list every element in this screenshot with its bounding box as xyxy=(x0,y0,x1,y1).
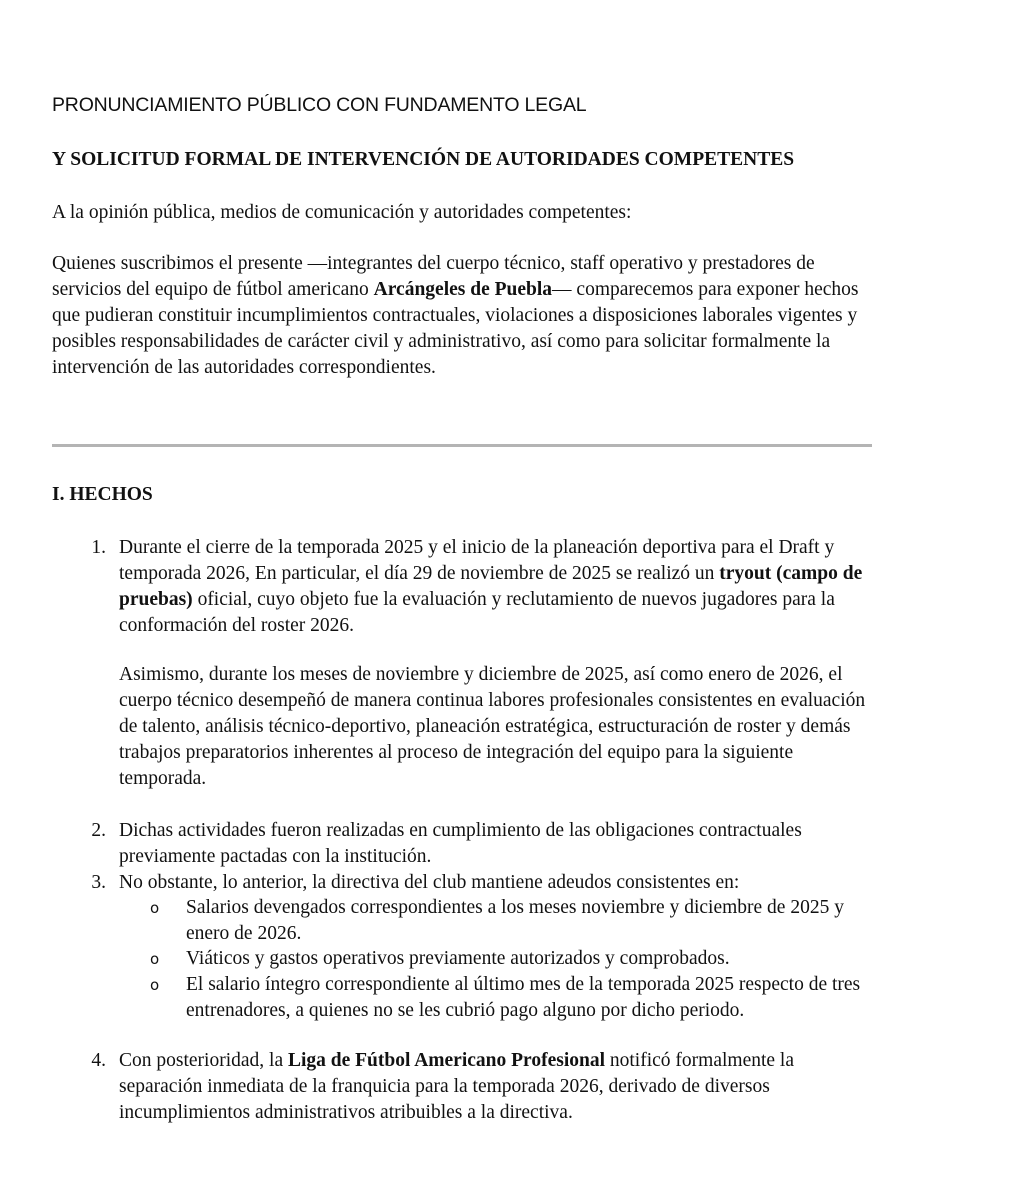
section-title: I. HECHOS xyxy=(52,484,153,505)
sub-list-item xyxy=(150,972,880,1024)
sub-list-item xyxy=(150,895,880,947)
sub-list-item-text: El salario íntegro correspondiente al último mes de la temporada 2025 respecto de tres entrenadores, a quienes no se les cubrió pago alguno por dicho periodo. xyxy=(186,974,861,1021)
league-name: Liga de Fútbol Americano Profesional xyxy=(287,1050,606,1071)
item-text-part: oficial, cuyo objeto fue la evaluación y reclutamiento de nuevos jugadores para la conformación del roster 2026. xyxy=(119,589,835,636)
list-item-text: Asimismo, durante los meses de noviembre y diciembre de 2025, así como enero de 2026, el cuerpo técnico desempeñó de manera continua labores profesionales consistentes en evaluación de talento, análisis técnico-deportivo, planeación estratégica, estructuración de roster y demás trabajos preparatorios inherentes al proceso de integración del equipo para la siguiente temporada. xyxy=(119,664,866,789)
salutation: A la opinión pública, medios de comunicación y autoridades competentes: xyxy=(52,202,632,223)
list-item-2 xyxy=(84,818,874,870)
circle-bullet-icon: o xyxy=(150,976,160,994)
list-item-4 xyxy=(84,1048,874,1126)
list-item-1 xyxy=(84,535,874,639)
list-number: 3. xyxy=(91,872,106,893)
item-text-part: notificó formalmente la separación inmediata de la franquicia para la temporada 2026, derivado de diversos incumplimientos administrativos atribuibles a la directiva. xyxy=(119,1050,794,1123)
sub-list-item-text: Viáticos y gastos operativos previamente autorizados y comprobados. xyxy=(186,948,730,969)
horizontal-divider xyxy=(52,444,872,447)
list-item-1-continuation xyxy=(84,662,874,792)
list-item-text: No obstante, lo anterior, la directiva del club mantiene adeudos consistentes en: xyxy=(119,872,740,893)
sub-list-item-text: Salarios devengados correspondientes a los meses noviembre y diciembre de 2025 y enero de 2026. xyxy=(186,897,844,944)
list-item-text: Dichas actividades fueron realizadas en cumplimiento de las obligaciones contractuales previamente pactadas con la institución. xyxy=(119,820,802,867)
item-text-part: Durante el cierre de la temporada 2025 y el inicio de la planeación deportiva para el Draft y temporada 2026, En particular, el día 29 de noviembre de 2025 se realizó un xyxy=(119,537,835,584)
intro-paragraph xyxy=(52,251,888,381)
list-number: 4. xyxy=(91,1050,106,1071)
circle-bullet-icon: o xyxy=(150,899,160,917)
sub-list-item xyxy=(150,946,880,972)
circle-bullet-icon: o xyxy=(150,950,160,968)
intro-text-1: Quienes suscribimos el presente —integrantes del cuerpo técnico, staff operativo y prestadores de servicios del equipo de fútbol americano xyxy=(52,253,815,300)
list-number: 2. xyxy=(91,820,106,841)
intro-text-2: — comparecemos para exponer hechos que pudieran constituir incumplimientos contractuales, violaciones a disposiciones laborales vigentes y posibles responsabilidades de carácter civil y administrativo, así como para solicitar formalmente la intervención de las autoridades correspondientes. xyxy=(52,279,859,378)
list-item-text xyxy=(119,535,874,639)
document-title: PRONUNCIAMIENTO PÚBLICO CON FUNDAMENTO LEGAL xyxy=(52,94,587,116)
team-name: Arcángeles de Puebla xyxy=(373,279,553,300)
item-text-part: Con posterioridad, la xyxy=(119,1050,288,1071)
document-subtitle: Y SOLICITUD FORMAL DE INTERVENCIÓN DE AUTORIDADES COMPETENTES xyxy=(52,149,795,170)
list-number: 1. xyxy=(91,537,106,558)
list-item-3 xyxy=(84,870,874,896)
item-bold-text: tryout (campo de pruebas) xyxy=(119,563,863,610)
list-item-text xyxy=(119,1048,874,1126)
